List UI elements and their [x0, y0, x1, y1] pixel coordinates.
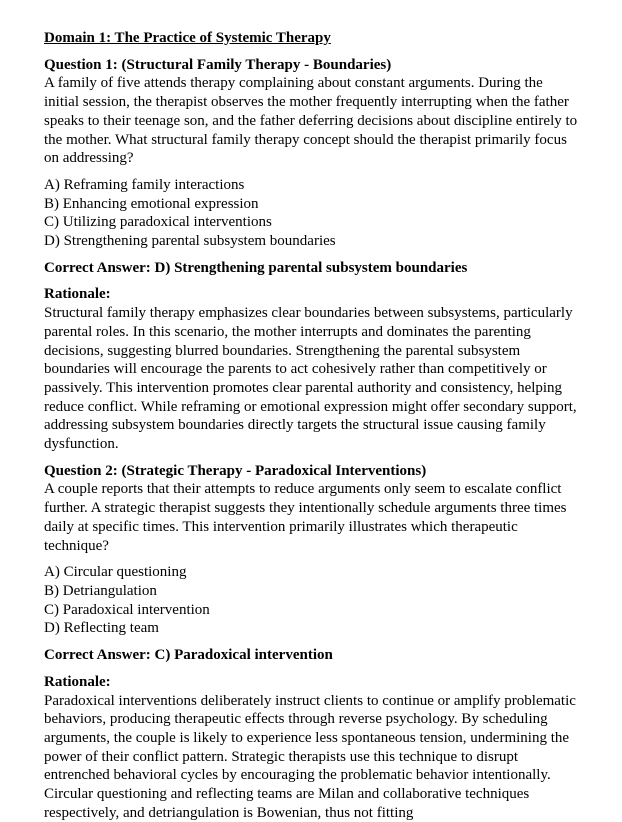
rationale-text: Paradoxical interventions deliberately instruct clients to continue or amplify problematic behaviors, producing therapeutic effects through reverse psychology. By scheduling arguments, the couple is likely to experience less spontaneous tension, undermining the power of their conflict pattern. Strategic therapists use this technique to disrupt entrenched behavioral cycles by encouraging the problematic behavior intentionally. Circular questioning and reflecting teams are Milan and collaborative techniques respectively, and detriangulation is Bowenian, thus not fitting — [44, 692, 580, 822]
answer-option: C) Utilizing paradoxical interventions — [44, 213, 580, 232]
question-1-rationale — [44, 285, 580, 453]
question-2-rationale — [44, 673, 580, 822]
rationale-label: Rationale: — [44, 673, 580, 692]
question-2-stem: A couple reports that their attempts to reduce arguments only seem to escalate conflict further. A strategic therapist suggests they intentionally schedule arguments three times daily at specific times. This intervention primarily illustrates which therapeutic technique? — [44, 480, 580, 555]
question-1-stem: A family of five attends therapy complaining about constant arguments. During the initial session, the therapist observes the mother frequently interrupting when the father speaks to their teenage son, and the father deferring decisions about discipline entirely to the mother. What structural family therapy concept should the therapist primarily focus on addressing? — [44, 74, 580, 168]
question-1 — [44, 56, 580, 168]
answer-option: A) Reframing family interactions — [44, 176, 580, 195]
domain-heading: Domain 1: The Practice of Systemic Therapy — [44, 29, 580, 48]
answer-option: B) Detriangulation — [44, 582, 580, 601]
answer-option: A) Circular questioning — [44, 563, 580, 582]
question-1-heading: Question 1: (Structural Family Therapy - Boundaries) — [44, 56, 580, 75]
answer-option: D) Strengthening parental subsystem boundaries — [44, 232, 580, 251]
rationale-text: Structural family therapy emphasizes clear boundaries between subsystems, particularly parental roles. In this scenario, the mother interrupts and dominates the parenting decisions, suggesting blurred boundaries. Strengthening the parental subsystem boundaries will encourage the parents to act cohesively rather than competitively or passively. This intervention promotes clear parental authority and consistency, helping reduce conflict. While reframing or emotional expression might offer secondary support, addressing subsystem boundaries directly targets the structural issue causing family dysfunction. — [44, 304, 580, 454]
question-1-options — [44, 176, 580, 251]
question-2 — [44, 462, 580, 556]
answer-option: C) Paradoxical intervention — [44, 601, 580, 620]
rationale-label: Rationale: — [44, 285, 580, 304]
question-2-heading: Question 2: (Strategic Therapy - Paradoxical Interventions) — [44, 462, 580, 481]
question-2-options — [44, 563, 580, 638]
question-2-correct-answer: Correct Answer: C) Paradoxical intervention — [44, 646, 580, 665]
answer-option: B) Enhancing emotional expression — [44, 195, 580, 214]
answer-option: D) Reflecting team — [44, 619, 580, 638]
question-1-correct-answer: Correct Answer: D) Strengthening parental subsystem boundaries — [44, 259, 580, 278]
